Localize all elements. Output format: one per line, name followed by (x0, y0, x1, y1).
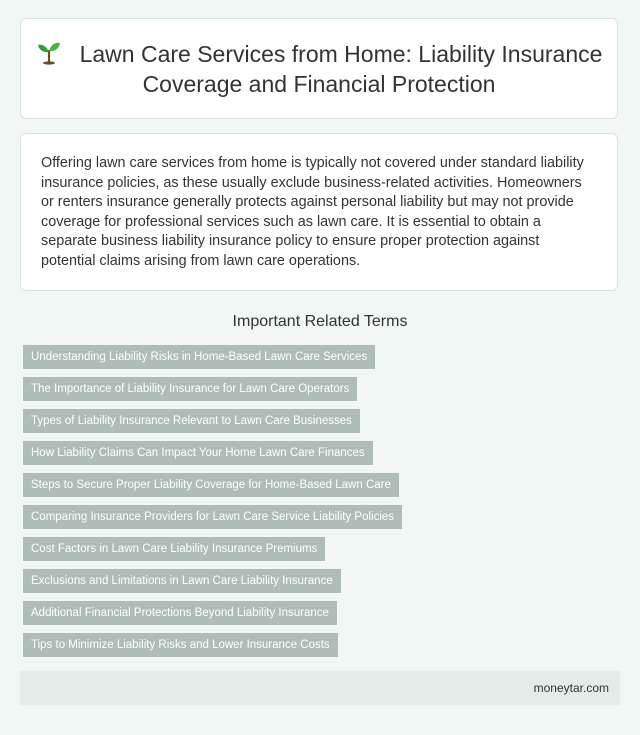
related-term-tag[interactable]: Types of Liability Insurance Relevant to Lawn Care Businesses (23, 409, 360, 433)
related-term-tag[interactable]: Additional Financial Protections Beyond Liability Insurance (23, 601, 337, 625)
related-term-tag[interactable]: The Importance of Liability Insurance for Lawn Care Operators (23, 377, 357, 401)
summary-card (20, 133, 618, 291)
related-term-tag[interactable]: Steps to Secure Proper Liability Coverage for Home-Based Lawn Care (23, 473, 399, 497)
summary-text: Offering lawn care services from home is typically not covered under standard liability insurance policies, as these usually exclude business-related activities. Homeowners or renters insurance generally protects against personal liability but may not provide coverage for professional services such as lawn care. It is essential to obtain a separate business liability insurance policy to ensure proper protection against potential claims arising from lawn care operations. (41, 155, 584, 269)
related-term-tag[interactable]: Tips to Minimize Liability Risks and Lower Insurance Costs (23, 633, 338, 657)
list-item (23, 633, 402, 657)
list-item (23, 473, 402, 497)
list-item (23, 505, 402, 529)
page-title-text: Lawn Care Services from Home: Liability Insurance Coverage and Financial Protection (79, 40, 603, 97)
site-name[interactable]: moneytar.com (533, 681, 609, 695)
seedling-icon (36, 41, 62, 65)
list-item (23, 345, 402, 369)
list-item (23, 441, 402, 465)
related-terms-heading: Important Related Terms (232, 313, 408, 330)
related-term-tag[interactable]: Comparing Insurance Providers for Lawn Care Service Liability Policies (23, 505, 402, 529)
page-title (21, 39, 617, 99)
footer-bar (20, 671, 620, 705)
list-item (23, 601, 402, 625)
related-terms-list (23, 345, 402, 665)
related-term-tag[interactable]: Exclusions and Limitations in Lawn Care Liability Insurance (23, 569, 341, 593)
related-term-tag[interactable]: Understanding Liability Risks in Home-Based Lawn Care Services (23, 345, 375, 369)
related-term-tag[interactable]: Cost Factors in Lawn Care Liability Insurance Premiums (23, 537, 325, 561)
list-item (23, 409, 402, 433)
list-item (23, 377, 402, 401)
related-term-tag[interactable]: How Liability Claims Can Impact Your Home Lawn Care Finances (23, 441, 373, 465)
list-item (23, 537, 402, 561)
list-item (23, 569, 402, 593)
title-card (20, 18, 618, 119)
